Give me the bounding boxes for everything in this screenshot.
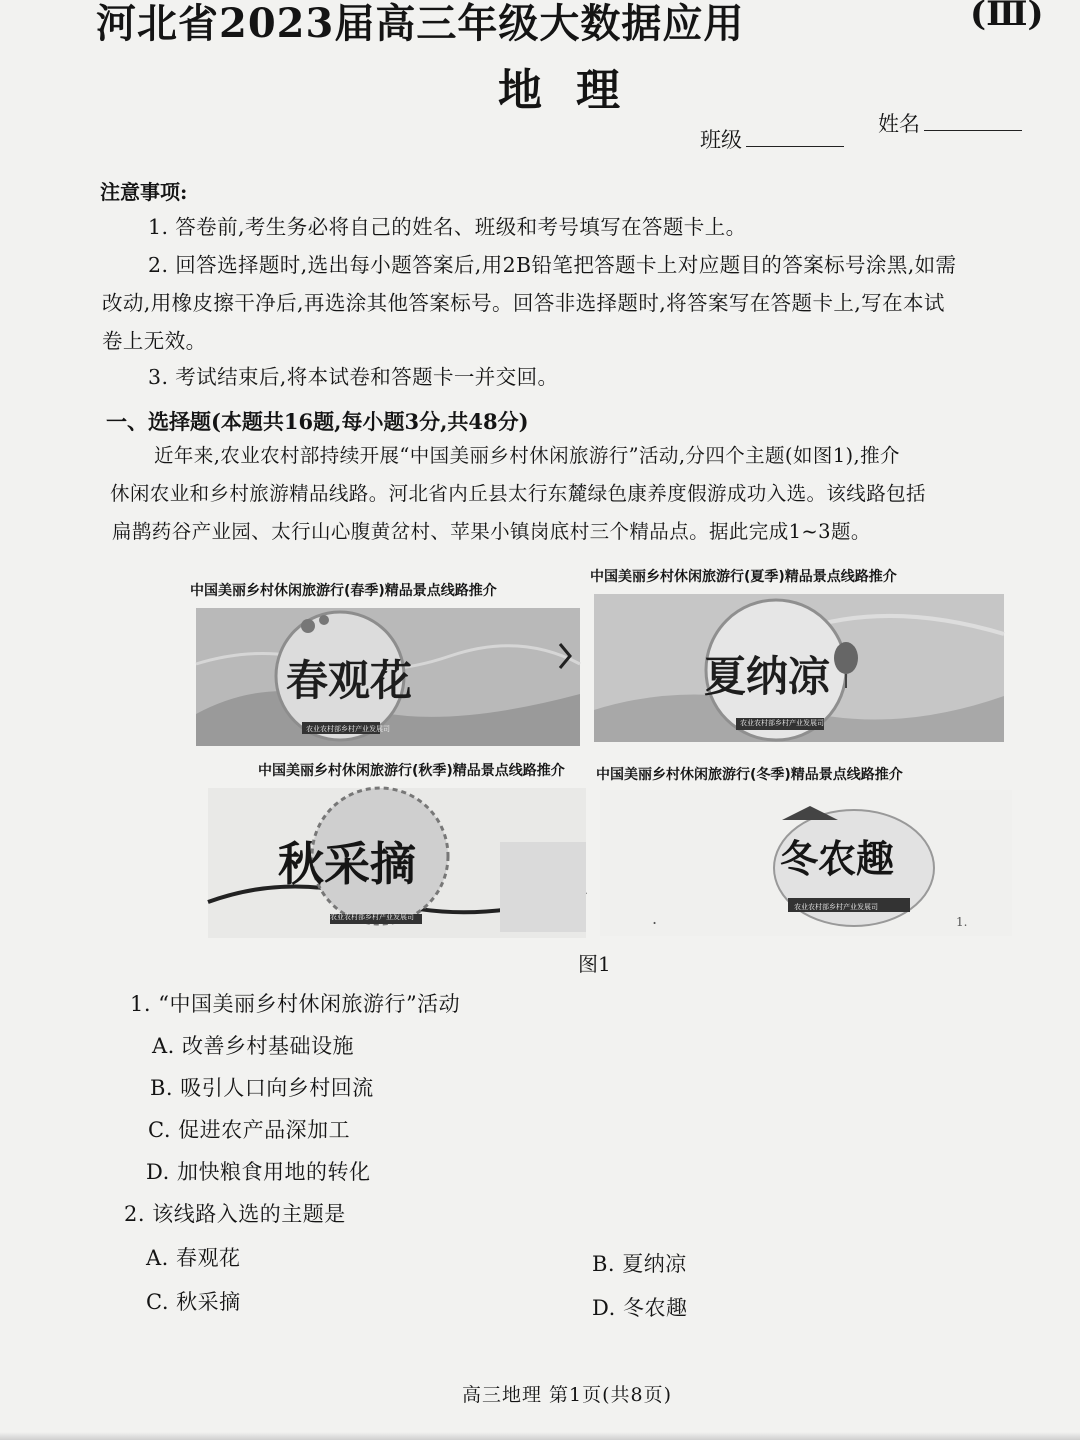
summer-badge: 农业农村部乡村产业发展司 <box>740 719 824 727</box>
intro-line: 休闲农业和乡村旅游精品线路。河北省内丘县太行东麓绿色康养度假游成功入选。该线路包括 <box>110 482 926 505</box>
notice-item: 1. 答卷前,考生务必将自己的姓名、班级和考号填写在答题卡上。 <box>148 215 747 239</box>
question-option[interactable]: A. 春观花 <box>146 1246 241 1270</box>
panel-caption: 中国美丽乡村休闲旅游行(夏季)精品景点线路推介 <box>590 569 897 585</box>
question-option[interactable]: A. 改善乡村基础设施 <box>152 1034 355 1058</box>
intro-line: 扁鹊药谷产业园、太行山心腹黄岔村、苹果小镇岗底村三个精品点。据此完成1~3题。 <box>112 520 871 543</box>
figure-panel-autumn <box>200 760 594 940</box>
svg-text:1.: 1. <box>956 915 968 929</box>
page-footer: 高三地理 第1页(共8页) <box>462 1384 673 1406</box>
notice-title: 注意事项: <box>100 180 188 204</box>
notice-item: 改动,用橡皮擦干净后,再选涂其他答案标号。回答非选择题时,将答案写在答题卡上,写在本试 <box>102 291 945 315</box>
svg-text:.: . <box>652 909 658 928</box>
class-label: 班级 <box>700 128 742 152</box>
subject-title: 地理 <box>498 65 654 116</box>
notice-item: 3. 考试结束后,将本试卷和答题卡一并交回。 <box>148 365 559 389</box>
question-option[interactable]: C. 促进农产品深加工 <box>148 1118 351 1142</box>
question-stem: 1. “中国美丽乡村休闲旅游行”活动 <box>130 992 461 1016</box>
name-blank <box>924 115 1022 131</box>
notice-item: 卷上无效。 <box>102 329 207 353</box>
winter-theme-text: 冬农趣 <box>780 837 895 881</box>
intro-line: 近年来,农业农村部持续开展“中国美丽乡村休闲旅游行”活动,分四个主题(如图1),推介 <box>154 444 900 467</box>
question-option[interactable]: D. 加快粮食用地的转化 <box>146 1160 371 1184</box>
name-field <box>878 108 1022 138</box>
scan-edge <box>0 1432 1080 1440</box>
question-option[interactable]: C. 秋采摘 <box>146 1290 241 1314</box>
figure-panel-winter <box>596 764 1016 940</box>
exam-title-tail: (Ⅲ) <box>970 0 1044 34</box>
class-blank <box>746 131 844 147</box>
notice-item: 2. 回答选择题时,选出每小题答案后,用2B铅笔把答题卡上对应题目的答案标号涂黑,如需 <box>148 253 957 277</box>
summer-theme-text: 夏纳凉 <box>704 652 831 701</box>
panel-caption: 中国美丽乡村休闲旅游行(春季)精品景点线路推介 <box>190 583 497 599</box>
figure-panel-summer <box>590 566 1010 746</box>
autumn-theme-text: 秋采摘 <box>278 837 416 891</box>
spring-theme-text: 春观花 <box>286 656 413 705</box>
question-option[interactable]: D. 冬农趣 <box>592 1296 688 1320</box>
class-field <box>700 124 844 154</box>
exam-title: 河北省2023届高三年级大数据应用 <box>96 0 745 47</box>
panel-caption: 中国美丽乡村休闲旅游行(冬季)精品景点线路推介 <box>596 767 903 783</box>
spring-badge: 农业农村部乡村产业发展司 <box>306 725 390 733</box>
autumn-badge: 农业农村部乡村产业发展司 <box>330 913 414 921</box>
question-stem: 2. 该线路入选的主题是 <box>124 1202 346 1226</box>
figure-panel-spring <box>190 580 586 750</box>
name-label: 姓名 <box>878 112 920 136</box>
question-option[interactable]: B. 夏纳凉 <box>592 1252 687 1276</box>
panel-caption: 中国美丽乡村休闲旅游行(秋季)精品景点线路推介 <box>258 763 565 779</box>
question-option[interactable]: B. 吸引人口向乡村回流 <box>150 1076 374 1100</box>
figure-label: 图1 <box>578 952 611 976</box>
winter-badge: 农业农村部乡村产业发展司 <box>794 903 878 911</box>
section-heading: 一、选择题(本题共16题,每小题3分,共48分) <box>106 409 529 434</box>
